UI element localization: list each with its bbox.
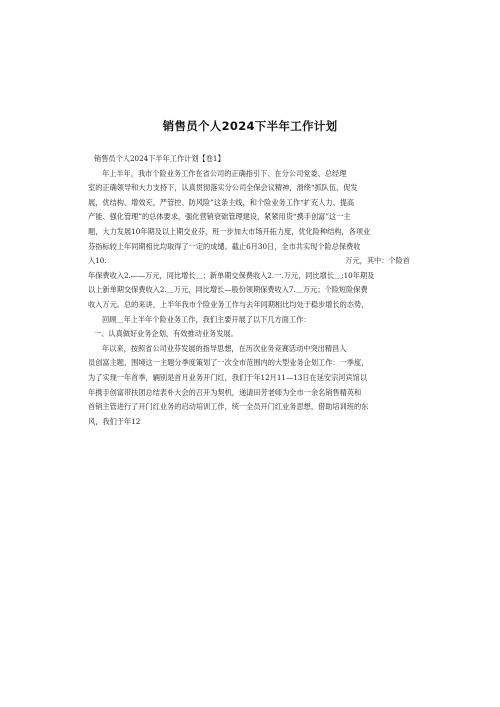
paragraph-line: 年保费收入2.——万元，同比增长＿；新单期交保费收入2.一.万元，同比增长＿;10年期及 — [88, 270, 375, 280]
paragraph-line: 展，优结构、增效充，严管控、防风险”这条主线，和个险业务工作“扩充人力、提高 — [88, 197, 355, 207]
paragraph-line: 首销主管进行了开门红业务的启动培训工作，统一全员开门红业务思想，借助培训班的东 — [88, 402, 369, 412]
paragraph-line: 回顾＿年上半年个险业务工作，我们主要开展了以下几方面工作： — [102, 314, 311, 324]
document-title: 销售员个人2024下半年工作计划 — [162, 119, 338, 133]
paragraph-line: 销售员个人2024下半年工作计划【卷1】 — [94, 154, 225, 163]
paragraph-line: 年上半年，我市个险业务工作在省公司的正确指引下、在分公司党委、总经理 — [102, 168, 347, 178]
paragraph-line: 以上新单期交保费收入2.＿万元，同比增长—般份领期保费收入7.＿万元；个险短险保费 — [88, 285, 368, 295]
paragraph-line: 员创富主题，围境这一主题分季度策划了一次全市范围内的大型业务企划工作：一季度， — [88, 358, 369, 368]
paragraph-fragment-right: 万元，其中：个险首 — [345, 256, 410, 266]
paragraph-line: 收入万元。总的来讲，上半年我市个险业务工作与去年同期相比均处于稳步增长的态势， — [88, 299, 369, 309]
section-heading: 一、认真做好业务企划，有效推动业务发展。 — [94, 329, 238, 339]
paragraph-fragment-left: 入10. — [88, 256, 107, 266]
paragraph-line: 为了实现一年首季，辆别是首月业务开门红，我们于年12月11—13日在延安宗河宾馆以 — [88, 372, 368, 382]
paragraph-line: 风，我们于年12 — [88, 416, 141, 426]
paragraph-line: 年携手创富带扶团总结表朴大会的召开为契机，递请田芳老师为全市一余名销售精英和 — [88, 387, 362, 397]
paragraph-line: 室的正确领导和大力支持下，认真贯彻落实分公司全保会议精神，滑绕“抓队伍、促发 — [88, 183, 358, 193]
paragraph-line-split — [88, 254, 410, 269]
paragraph-line: 产能、强化管理”的总体要求，强化营销衰础管理建设，紧紧用货“携手创富”这一主 — [88, 212, 351, 222]
document-body — [88, 152, 410, 429]
paragraph-line: 题，大力发展10年期及以上期交业芬，班一步加大市场开拓力度，优化险种结构，各项业 — [88, 226, 371, 236]
paragraph-line: 年以来，按照省公司业芬发展的指导思想，在历次业务竞赛活动中突出精昌人 — [102, 343, 347, 353]
paragraph-line: 芬指标较上年同期相比均取得了一定的成缱。截止6月30日，全市共实现个险总保费收 — [88, 241, 361, 251]
